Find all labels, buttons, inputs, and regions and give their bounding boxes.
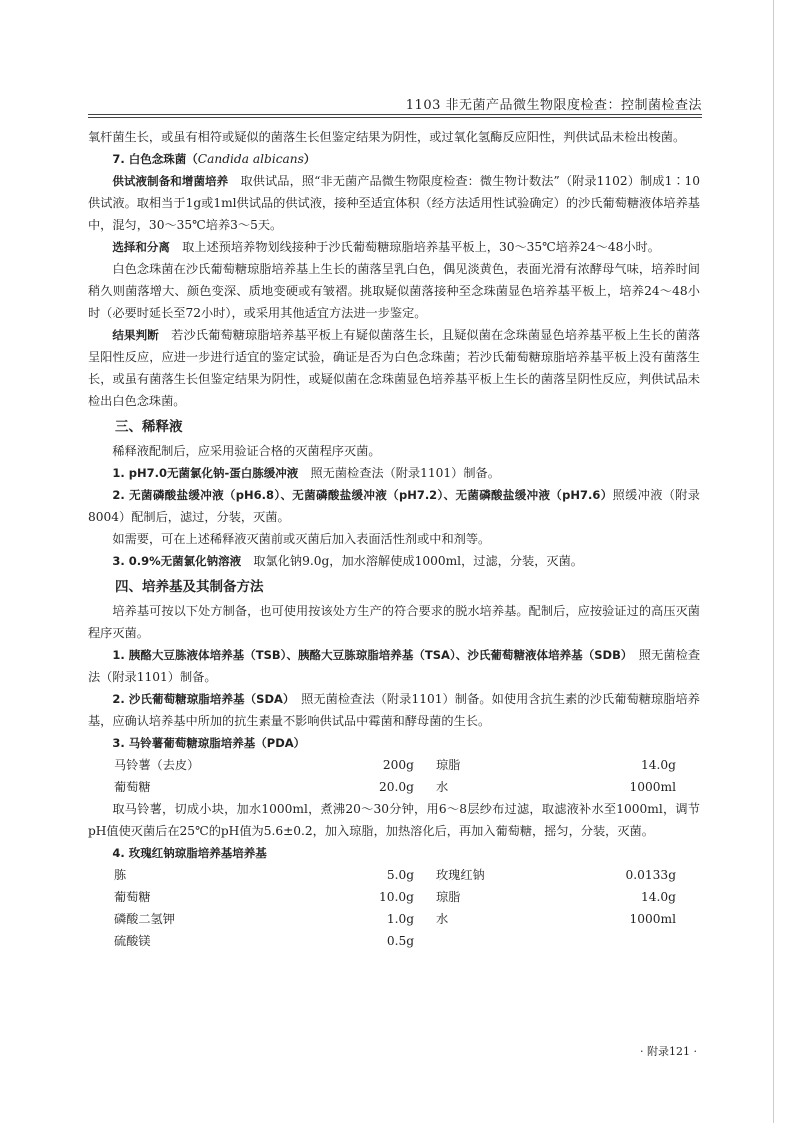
page-number: · 附录121 ·	[640, 1045, 697, 1058]
ingredient	[414, 930, 576, 952]
ingredient: 硫酸镁	[114, 934, 151, 948]
amount: 1000ml	[629, 912, 676, 926]
paragraph: 取马铃薯，切成小块，加水1000ml，煮沸20～30分钟，用6～8层纱布过滤，取滤液补水至1000ml，调节pH值使灭菌后在25℃的pH值为5.6±0.2，加入琼脂，加热溶化后，再加入葡萄糖，摇匀，分装，灭菌。	[88, 802, 700, 838]
paragraph-text: 取上述预培养物划线接种于沙氏葡萄糖琼脂培养基平板上，30～35℃培养24～48小时。	[182, 240, 660, 254]
amount: 5.0g	[386, 868, 414, 882]
ingredient: 胨	[114, 868, 127, 882]
formula-row	[114, 886, 700, 908]
amount: 20.0g	[379, 780, 414, 794]
paragraph	[88, 324, 700, 412]
run-in-heading: 2. 沙氏葡萄糖琼脂培养基（SDA）	[112, 692, 289, 706]
header-rule	[88, 117, 702, 118]
amount: 200g	[382, 758, 414, 772]
paragraph-text: 取氯化钠9.0g，加水溶解使成1000ml，过滤，分装，灭菌。	[253, 554, 583, 568]
ingredient: 水	[436, 780, 449, 794]
paragraph: 如需要，可在上述稀释液灭菌前或灭菌后加入表面活性剂或中和剂等。	[112, 532, 491, 546]
amount: 0.5g	[386, 934, 414, 948]
paragraph-text: 照无菌检查法（附录1101）制备。	[88, 648, 701, 684]
paragraph-text: 照缓冲液（附录8004）配制后，滤过，分装，灭菌。	[88, 488, 700, 524]
ingredient: 琼脂	[436, 758, 461, 772]
run-in-heading: 2. 无菌磷酸盐缓冲液（pH6.8）、无菌磷酸盐缓冲液（pH7.2）、无菌磷酸盐缓冲液（pH7.6）	[112, 488, 613, 502]
paragraph: 培养基可按以下处方制备，也可使用按该处方生产的符合要求的脱水培养基。配制后，应按验证过的高压灭菌程序灭菌。	[88, 604, 700, 640]
page-edge	[773, 0, 774, 1123]
paragraph	[88, 644, 700, 688]
paragraph-text: 若沙氏葡萄糖琼脂培养基平板上有疑似菌落生长，且疑似菌在念珠菌显色培养基平板上生长的菌落呈阳性反应，应进一步进行适宜的鉴定试验，确证是否为白色念珠菌；若沙氏葡萄糖琼脂培养基平板上没有菌落生长，或虽有菌落生长但鉴定结果为阴性，或疑似菌在念珠菌显色培养基平板上生长的菌落呈阴性反应，判供试品未检出白色念珠菌。	[88, 328, 701, 408]
amount: 1000ml	[629, 780, 676, 794]
chapter-heading: 三、稀释液	[115, 419, 183, 435]
ingredient: 葡萄糖	[114, 890, 151, 904]
paragraph: 稀释液配制后，应采用验证合格的灭菌程序灭菌。	[112, 444, 381, 458]
ingredient: 葡萄糖	[114, 780, 151, 794]
amount: 14.0g	[641, 758, 676, 772]
formula-heading	[88, 732, 700, 754]
paragraph	[88, 688, 700, 732]
ingredient: 琼脂	[436, 890, 461, 904]
heading-close: ）	[303, 152, 316, 166]
formula-heading	[88, 842, 700, 864]
heading-number: 7. 白色念珠菌（	[112, 152, 198, 166]
ingredient: 马铃薯（去皮）	[114, 758, 200, 772]
paragraph-text: 照无菌检查法（附录1101）制备。	[310, 466, 500, 480]
running-header: 1103 非无菌产品微生物限度检查：控制菌检查法	[405, 98, 702, 113]
formula-row	[114, 864, 700, 886]
amount: 10.0g	[379, 890, 414, 904]
formula-row	[114, 930, 700, 952]
paragraph: 氧杆菌生长，或虽有相符或疑似的菌落生长但鉴定结果为阴性，或过氧化氢酶反应阳性，判供试品未检出梭菌。	[88, 130, 686, 144]
page-body	[88, 126, 700, 952]
run-in-heading: 供试液制备和增菌培养	[112, 174, 229, 188]
run-in-heading: 1. 胰酪大豆胨液体培养基（TSB）、胰酪大豆胨琼脂培养基（TSA）、沙氏葡萄糖液体培养基（SDB）	[112, 648, 627, 662]
paragraph	[88, 236, 700, 258]
run-in-heading: 1. pH7.0无菌氯化钠-蛋白胨缓冲液	[112, 466, 299, 480]
amount	[576, 930, 676, 952]
ingredient: 玫瑰红钠	[436, 868, 485, 882]
paragraph	[88, 462, 700, 484]
formula-row	[114, 776, 700, 798]
heading-text: 4. 玫瑰红钠琼脂培养基培养基	[112, 846, 267, 860]
ingredient: 水	[436, 912, 449, 926]
header-rule	[88, 114, 702, 115]
heading-text: 3. 马铃薯葡萄糖琼脂培养基（PDA）	[112, 736, 306, 750]
paragraph	[88, 484, 700, 528]
paragraph-text: 取供试品，照“非无菌产品微生物限度检查：微生物计数法”（附录1102）制成1∶10供试液。取相当于1g或1ml供试品的供试液，接种至适宜体积（经方法适用性试验确定）的沙氏葡萄糖液体培养基中，混匀，30～35℃培养3～5天。	[88, 174, 701, 232]
paragraph	[88, 170, 700, 236]
formula-row	[114, 754, 700, 776]
run-in-heading: 3. 0.9%无菌氯化钠溶液	[112, 554, 242, 568]
paragraph: 白色念珠菌在沙氏葡萄糖琼脂培养基上生长的菌落呈乳白色，偶见淡黄色，表面光滑有浓酵母气味，培养时间稍久则菌落增大、颜色变深、质地变硬或有皱褶。挑取疑似菌落接种至念珠菌显色培养基平板上，培养24～48小时（必要时延长至72小时），或采用其他适宜方法进一步鉴定。	[88, 262, 700, 320]
amount: 0.0133g	[625, 868, 676, 882]
section-heading	[88, 148, 700, 170]
formula-row	[114, 908, 700, 930]
run-in-heading: 结果判断	[112, 328, 159, 342]
ingredient: 磷酸二氢钾	[114, 912, 175, 926]
paragraph-text: 照无菌检查法（附录1101）制备。如使用含抗生素的沙氏葡萄糖琼脂培养基，应确认培养基中所加的抗生素量不影响供试品中霉菌和酵母菌的生长。	[88, 692, 700, 728]
chapter-heading: 四、培养基及其制备方法	[115, 579, 264, 595]
amount: 14.0g	[641, 890, 676, 904]
run-in-heading: 选择和分离	[112, 240, 170, 254]
paragraph	[88, 550, 700, 572]
latin-name: Candida albicans	[197, 152, 304, 166]
amount: 1.0g	[386, 912, 414, 926]
